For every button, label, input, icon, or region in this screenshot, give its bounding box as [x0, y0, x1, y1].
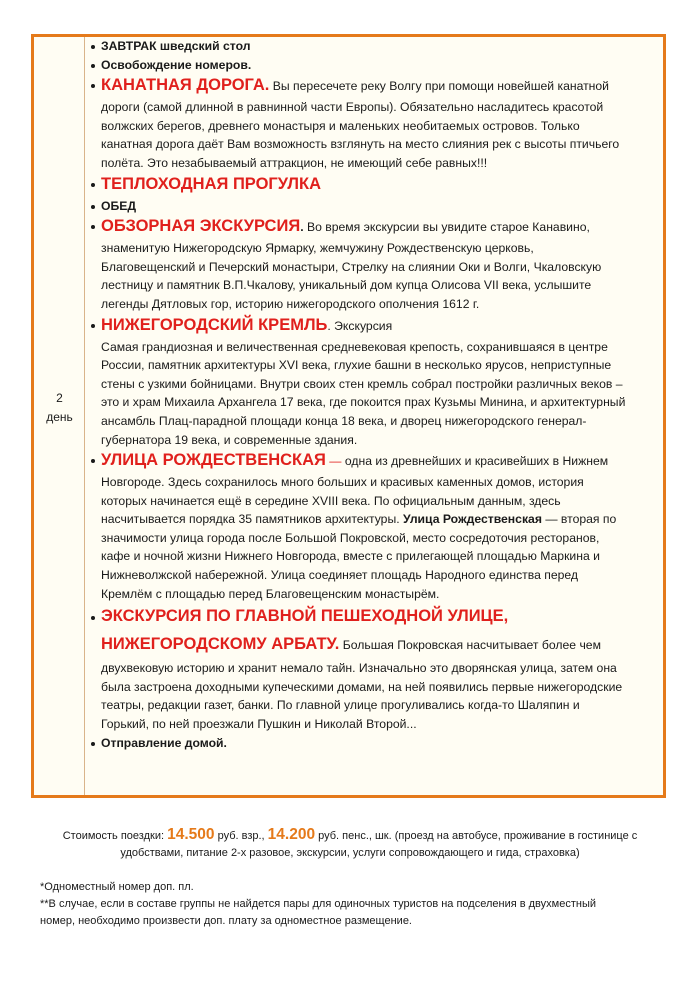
price-note: удобствами, питание 2-х разовое, экскурсии, услуги сопровождающего и гида, страховка) — [120, 847, 580, 859]
kremlin-line: Самая грандиозная и величественная средневековая крепость, сохранившаяся в центре — [101, 339, 608, 354]
item-checkout — [87, 56, 663, 75]
price-adult: 14.500 — [167, 826, 215, 843]
street-line: кафе и ночной жизни Нижнего Новгорода, вместе с прилегающей площадью Маркина и — [101, 549, 600, 564]
item-kremlin — [87, 314, 663, 450]
street-line: насчитывается порядка 35 памятников архитектуры. — [101, 512, 403, 527]
street-line: значимости улица города после Большой Покровской, место сосредоточия ресторанов, — [101, 530, 600, 545]
kremlin-line: стены с узкими бойницами. Внутри своих стен кремль собрал постройки различных веков – — [101, 376, 623, 391]
street-name-bold: Улица Рождественская — [403, 512, 542, 527]
street-line: Кремлём с площадью перед Благовещенским монастырём. — [101, 586, 440, 601]
day-word: день — [46, 410, 73, 424]
kremlin-line: это и храм Михаила Архангела 17 века, где покоится прах Кузьмы Минина, и архитектурный — [101, 395, 626, 410]
street-line: Новгороде. Здесь сохранилось много больших и красивых каменных домов, история — [101, 475, 584, 490]
overview-title: ОБЗОРНАЯ ЭКСКУРСИЯ — [101, 217, 301, 236]
overview-line: Во время экскурсии вы увидите старое Канавино, — [303, 220, 590, 235]
street-dash: — — [325, 454, 342, 469]
arbat-title-1: ЭКСКУРСИЯ ПО ГЛАВНОЙ ПЕШЕХОДНОЙ УЛИЦЕ, — [101, 607, 509, 626]
arbat-line: Большая Покровская насчитывает более чем — [339, 638, 601, 653]
kremlin-line: ансамбль Плац-парадной площади конца 18 века, и дворец нижегородского генерал- — [101, 413, 587, 428]
overview-line: Благовещенский и Печерский монастыри, Стрелку на слиянии Оки и Волги, Чкаловскую — [101, 259, 602, 274]
arbat-line: двухвековую историю и хранит немало тайн. Изначально это дворянская улица, затем она — [101, 661, 617, 676]
price-adult-unit: руб. взр., — [214, 830, 268, 842]
item-cablecar — [87, 74, 663, 172]
day-column — [34, 37, 85, 795]
boat-title: ТЕПЛОХОДНАЯ ПРОГУЛКА — [101, 174, 321, 193]
price-label: Стоимость поездки: — [62, 830, 168, 842]
cablecar-title: КАНАТНАЯ ДОРОГА. — [101, 76, 270, 95]
breakfast-text: ЗАВТРАК шведский стол — [101, 39, 251, 53]
overview-line: легенды Дятловых гор, историю нижегородского ополчения 1612 г. — [101, 296, 480, 311]
street-line: Нижневолжской набережной. Улица соединяет площадь Народного единства перед — [101, 568, 579, 583]
item-lunch — [87, 197, 663, 216]
kremlin-after: . Экскурсия — [327, 318, 393, 333]
street-line: которых начинается ещё в середине XVIII века. По официальным данным, здесь — [101, 493, 561, 508]
program-list — [87, 37, 663, 752]
street-line: — вторая по — [541, 512, 617, 527]
footnote-pair: номер, необходимо произвести доп. плату за одноместное размещение. — [40, 915, 412, 927]
arbat-title-2: НИЖЕГОРОДСКОМУ АРБАТУ. — [101, 635, 340, 654]
overview-dot: . — [300, 220, 304, 235]
street-title: УЛИЦА РОЖДЕСТВЕНСКАЯ — [101, 451, 326, 470]
kremlin-line: России, памятник архитектуры XVI века, глухие башни в несколько ярусов, неприступные — [101, 358, 612, 373]
item-breakfast — [87, 37, 663, 56]
footnote-single: *Одноместный номер доп. пл. — [40, 881, 194, 893]
item-overview — [87, 215, 663, 313]
cablecar-line: волжских берегов, древнего монастыря и маленьких необитаемых островов. Только — [101, 118, 580, 133]
arbat-line: была застроена доходными купеческими домами, на ней появились первые нижегородские — [101, 679, 623, 694]
item-boat — [87, 173, 663, 197]
lunch-text: ОБЕД — [101, 198, 137, 213]
street-line: одна из древнейших и красивейших в Нижнем — [341, 454, 609, 469]
item-arbat — [87, 603, 663, 733]
price-block — [0, 826, 700, 862]
cablecar-line: канатная дорога даёт Вам возможность взглянуть на место слияния рек с высоты птичьего — [101, 137, 620, 152]
price-senior-unit: руб. пенс., шк. — [315, 830, 392, 842]
overview-line: лестницу и памятник В.П.Чкалову, уникальный дом купца Олисова VII века, услышите — [101, 278, 592, 293]
footnotes — [40, 879, 596, 930]
overview-line: знаменитую Нижегородскую Ярмарку, жемчужину Рождественскую церковь, — [101, 241, 534, 256]
kremlin-title: НИЖЕГОРОДСКИЙ КРЕМЛЬ — [101, 315, 328, 334]
arbat-line: Горький, по ней проезжали Пушкин и Николай Второй... — [101, 717, 417, 732]
price-senior: 14.200 — [267, 826, 316, 843]
checkout-text: Освобождение номеров. — [101, 57, 252, 72]
item-departure — [87, 734, 663, 753]
departure-text: Отправление домой. — [101, 735, 227, 750]
cablecar-line: дороги (самой длинной в равнинной части Европы). Обязательно насладитесь красотой — [101, 100, 604, 115]
arbat-line: театры, редакции газет, банки. По главной улице прогуливались когда-то Шаляпин и — [101, 698, 580, 713]
program-table — [31, 34, 666, 798]
footnote-pair: **В случае, если в составе группы не найдется пары для одиночных туристов на подселения в двухместный — [40, 898, 596, 910]
price-note: (проезд на автобусе, проживание в гостинице с — [391, 830, 638, 842]
program-content — [87, 37, 663, 752]
cablecar-line: полёта. Это незабываемый аттракцион, не имеющий себе равных!!! — [101, 155, 488, 170]
day-label — [34, 389, 85, 427]
day-number: 2 — [56, 391, 63, 405]
item-street — [87, 449, 663, 603]
cablecar-line: Вы пересечете реку Волгу при помощи новейшей канатной — [269, 79, 609, 94]
kremlin-line: губернатора 19 века, и современные здания. — [101, 432, 358, 447]
